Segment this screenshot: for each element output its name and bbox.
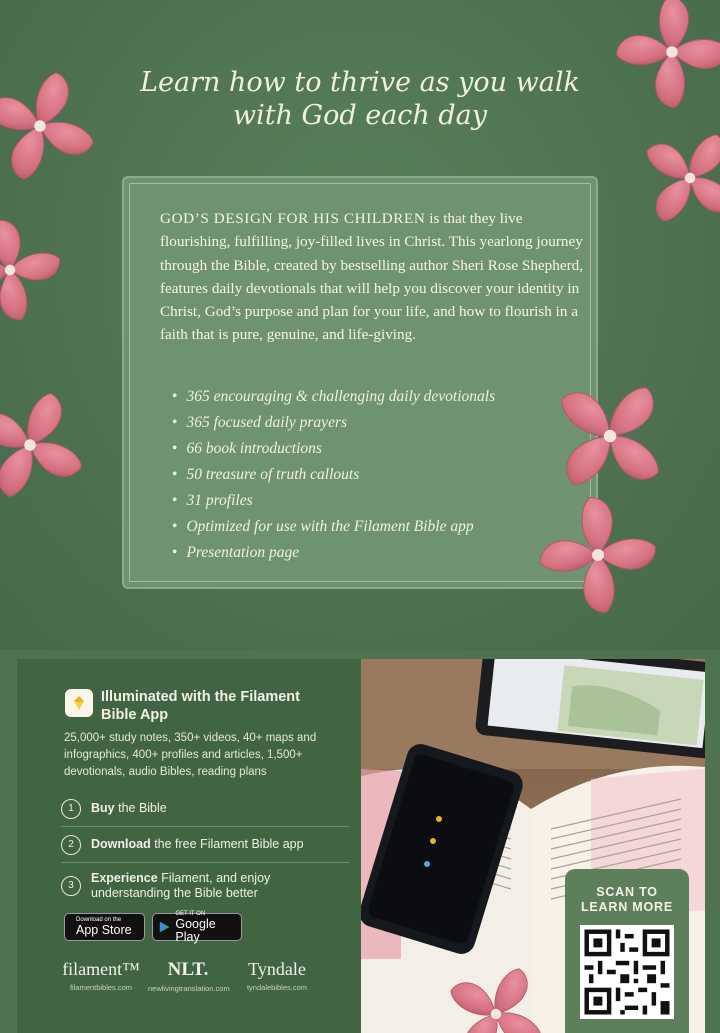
- feature-item: • Optimized for use with the Filament Bible app: [172, 514, 495, 540]
- step-text: Experience Filament, and enjoy understanding the Bible better: [91, 871, 271, 900]
- google-play-button[interactable]: GET IT ON Google Play: [152, 913, 242, 941]
- step-text: Buy the Bible: [91, 801, 167, 815]
- qr-label: SCAN TO LEARN MORE: [580, 885, 674, 914]
- qr-code[interactable]: [580, 925, 674, 1019]
- tyndale-logo: Tyndale tyndalebibles.com: [246, 959, 308, 992]
- tagline: [0, 66, 720, 132]
- step-experience: [61, 871, 351, 901]
- filament-app-icon: [65, 689, 93, 717]
- app-description: 25,000+ study notes, 350+ videos, 40+ maps and infographics, 400+ profiles and articles, 1,500+ devotionals, audio Bibles, reading plans: [64, 732, 317, 778]
- feature-item: • 50 treasure of truth callouts: [172, 462, 495, 488]
- feature-list: [172, 384, 495, 566]
- intro-lead: GOD’S DESIGN FOR HIS CHILDREN: [160, 210, 426, 227]
- step-number: 1: [61, 799, 81, 819]
- tagline-line-1: Learn how to thrive as you walk: [140, 67, 580, 98]
- app-store-button[interactable]: Download on the App Store: [64, 913, 145, 941]
- filament-logo: filament™ filamentbibles.com: [62, 959, 140, 992]
- divider: [61, 826, 349, 827]
- feature-item: • 31 profiles: [172, 488, 495, 514]
- tagline-line-2: with God each day: [232, 100, 488, 131]
- app-title: Illuminated with the Filament Bible App: [101, 689, 300, 723]
- feature-item: • Presentation page: [172, 540, 495, 566]
- intro-body: is that they live flourishing, fulfilling, joy-filled lives in Christ. This yearlong journey through the Bible, created by bestselling author Sheri Rose Shepherd, features daily devotionals that will help you discover your identity in Christ, God’s purpose and plan for your life, and how to flourish in a faith that is pure, genuine, and life-giving.: [160, 210, 584, 344]
- feature-item: • 365 focused daily prayers: [172, 410, 495, 436]
- step-number: 3: [61, 876, 81, 896]
- qr-panel: [565, 869, 689, 1033]
- step-number: 2: [61, 835, 81, 855]
- feature-item: • 66 book introductions: [172, 436, 495, 462]
- app-promo: [17, 659, 361, 1033]
- step-download: [61, 837, 351, 855]
- step-buy: [61, 801, 351, 819]
- divider: [61, 862, 349, 863]
- feature-item: • 365 encouraging & challenging daily devotionals: [172, 384, 495, 410]
- play-icon: [159, 920, 170, 934]
- step-text: Download the free Filament Bible app: [91, 837, 304, 851]
- nlt-logo: NLT. newlivingtranslation.com: [148, 959, 230, 993]
- intro-paragraph: [160, 207, 590, 347]
